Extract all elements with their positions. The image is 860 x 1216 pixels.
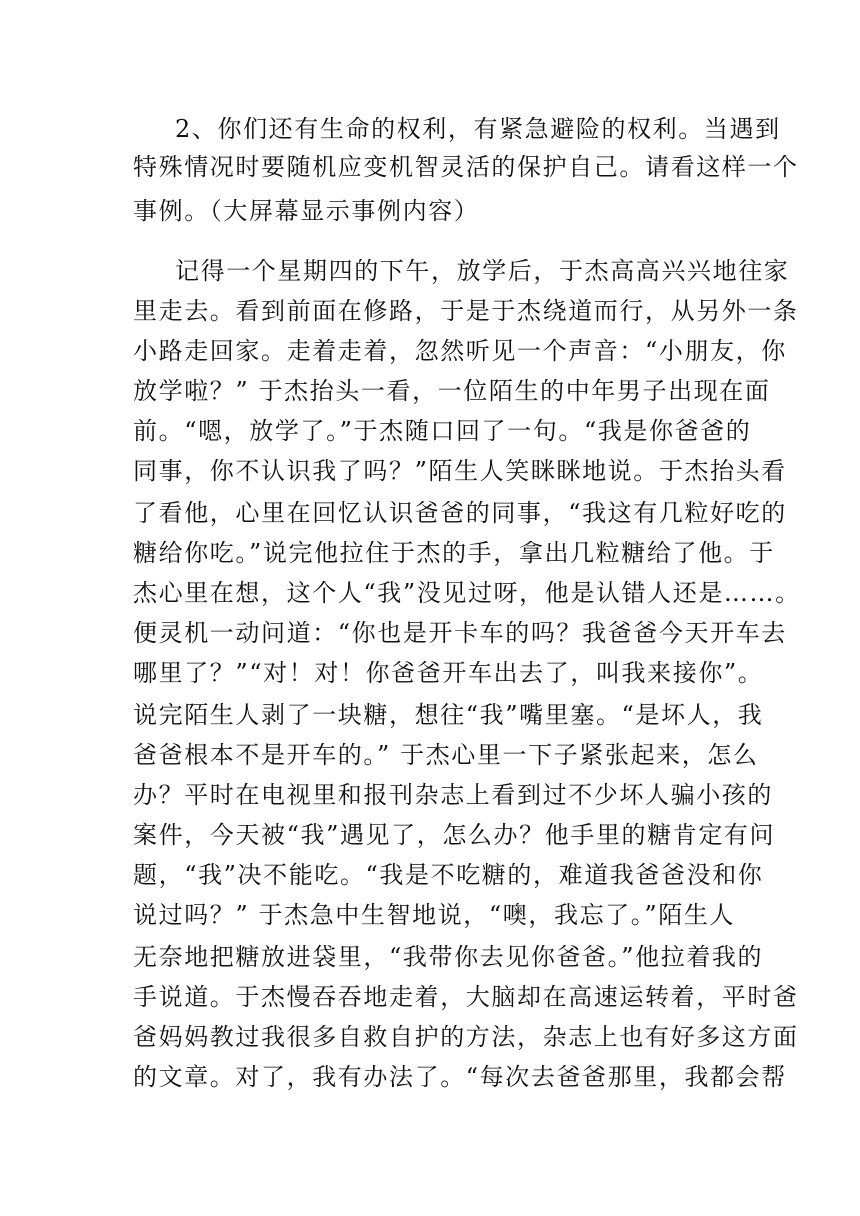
paragraph-2-line-9: 杰心里在想，这个人“我”没见过呀，他是认错人还是……。 [133, 579, 801, 607]
paragraph-2-line-10: 便灵机一动问道：“你也是开卡车的吗？我爸爸今天开车去 [133, 619, 787, 647]
paragraph-2-line-5: 前。“嗯，放学了。”于杰随口回了一句。“我是你爸爸的 [133, 417, 752, 445]
paragraph-2-line-4: 放学啦？” 于杰抬头一看，一位陌生的中年男子出现在面 [133, 377, 771, 405]
paragraph-2-line-14: 办？平时在电视里和报刊杂志上看到过不少坏人骗小孩的 [133, 781, 773, 809]
paragraph-2-line-20: 爸妈妈教过我很多自救自护的方法，杂志上也有好多这方面 [133, 1023, 799, 1051]
paragraph-2-line-16: 题，“我”决不能吃。“我是不吃糖的，难道我爸爸没和你 [133, 861, 764, 889]
paragraph-1-line-1: 2、你们还有生命的权利，有紧急避险的权利。当遇到 [175, 115, 781, 143]
paragraph-1-line-2: 特殊情况时要随机应变机智灵活的保护自己。请看这样一个 [133, 153, 799, 181]
paragraph-2-line-18: 无奈地把糖放进袋里，“我带你去见你爸爸。”他拉着我的 [133, 943, 764, 971]
paragraph-2-line-2: 里走去。看到前面在修路，于是于杰绕道而行，从另外一条 [133, 297, 799, 325]
paragraph-2-line-13: 爸爸根本不是开车的。” 于杰心里一下子紧张起来，怎么 [133, 741, 759, 769]
paragraph-2-line-1: 记得一个星期四的下午，放学后，于杰高高兴兴地往家 [175, 257, 790, 285]
paragraph-2-line-19: 手说道。于杰慢吞吞地走着，大脑却在高速运转着，平时爸 [133, 983, 799, 1011]
paragraph-1-line-3: 事例。（大屏幕显示事例内容） [133, 197, 480, 225]
paragraph-2-line-15: 案件，今天被“我”遇见了，怎么办？他手里的糖肯定有问 [133, 821, 776, 849]
paragraph-2-line-6: 同事，你不认识我了吗？”陌生人笑眯眯地说。于杰抬头看 [133, 457, 787, 485]
paragraph-2-line-12: 说完陌生人剥了一块糖，想往“我”嘴里塞。“是坏人，我 [133, 701, 764, 729]
paragraph-2-line-7: 了看他，心里在回忆认识爸爸的同事，“我这有几粒好吃的 [133, 499, 787, 527]
paragraph-2-line-21: 的文章。对了，我有办法了。“每次去爸爸那里，我都会帮 [133, 1063, 787, 1091]
paragraph-2-line-17: 说过吗？” 于杰急中生智地说，“噢，我忘了。”陌生人 [133, 901, 736, 929]
paragraph-2-line-8: 糖给你吃。”说完他拉住于杰的手，拿出几粒糖给了他。于 [133, 539, 775, 567]
paragraph-2-line-3: 小路走回家。走着走着，忽然听见一个声音：“小朋友，你 [133, 337, 787, 365]
paragraph-2-line-11: 哪里了？”“对！对！你爸爸开车出去了，叫我来接你”。 [133, 659, 764, 687]
